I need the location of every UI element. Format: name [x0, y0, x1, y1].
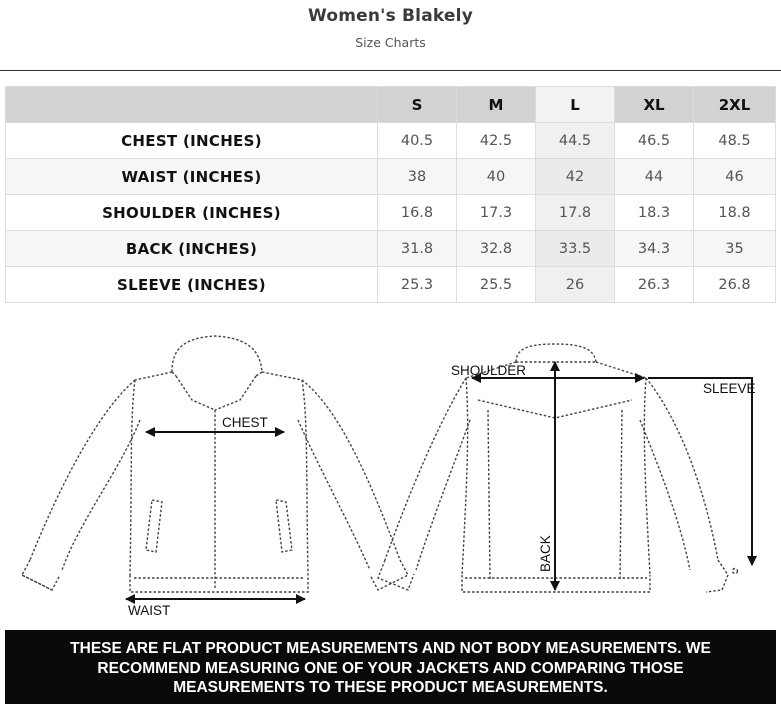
measurement-value: 34.3: [615, 231, 694, 267]
measurement-label: SLEEVE (INCHES): [6, 267, 378, 303]
chest-label: CHEST: [222, 415, 268, 430]
measurement-value: 18.3: [615, 195, 694, 231]
waist-label: WAIST: [128, 603, 171, 618]
measurement-value: 46: [694, 159, 776, 195]
measurement-value: 17.8: [536, 195, 615, 231]
measurement-label: SHOULDER (INCHES): [6, 195, 378, 231]
measurement-diagram: [0, 318, 781, 624]
table-header-row: [6, 87, 776, 123]
table-row: [6, 267, 776, 303]
jacket-back-icon: [378, 344, 738, 592]
notice-line: RECOMMEND MEASURING ONE OF YOUR JACKETS AND COMPARING THOSE: [97, 659, 684, 677]
sleeve-measure-line: [648, 378, 752, 565]
size-header: L: [536, 87, 615, 123]
measurement-value: 31.8: [378, 231, 457, 267]
size-header: XL: [615, 87, 694, 123]
measurement-value: 42.5: [457, 123, 536, 159]
size-chart-table: [5, 86, 776, 303]
size-header: M: [457, 87, 536, 123]
measurement-value: 35: [694, 231, 776, 267]
measurement-value: 25.5: [457, 267, 536, 303]
measurement-value: 18.8: [694, 195, 776, 231]
measurement-value: 26.8: [694, 267, 776, 303]
page-subtitle: Size Charts: [355, 35, 426, 50]
measurement-label: BACK (INCHES): [6, 231, 378, 267]
table-row: [6, 231, 776, 267]
measurement-value: 48.5: [694, 123, 776, 159]
table-row: [6, 123, 776, 159]
measurement-value: 17.3: [457, 195, 536, 231]
header-divider: [0, 70, 781, 71]
jacket-front-icon: [22, 336, 408, 592]
page-title: Women's Blakely: [308, 6, 473, 26]
back-label: BACK: [538, 535, 553, 572]
table-header-blank: [6, 87, 378, 123]
measurement-value: 42: [536, 159, 615, 195]
measurement-value: 46.5: [615, 123, 694, 159]
measurement-value: 40.5: [378, 123, 457, 159]
measurement-value: 40: [457, 159, 536, 195]
measurement-value: 33.5: [536, 231, 615, 267]
notice-line: THESE ARE FLAT PRODUCT MEASUREMENTS AND NOT BODY MEASUREMENTS. WE: [70, 640, 711, 657]
size-header: 2XL: [694, 87, 776, 123]
measurement-value: 26.3: [615, 267, 694, 303]
shoulder-label: SHOULDER: [451, 363, 527, 378]
measurement-value: 26: [536, 267, 615, 303]
measurement-label: CHEST (INCHES): [6, 123, 378, 159]
measurement-value: 25.3: [378, 267, 457, 303]
measurement-value: 16.8: [378, 195, 457, 231]
size-header: S: [378, 87, 457, 123]
measurement-value: 44: [615, 159, 694, 195]
measurement-value: 44.5: [536, 123, 615, 159]
measurement-label: WAIST (INCHES): [6, 159, 378, 195]
measurement-value: 38: [378, 159, 457, 195]
measurement-value: 32.8: [457, 231, 536, 267]
sleeve-label: SLEEVE: [703, 381, 756, 396]
notice-line: MEASUREMENTS TO THESE PRODUCT MEASUREMENTS.: [173, 679, 608, 696]
table-row: [6, 159, 776, 195]
measurement-notice: [5, 630, 776, 704]
table-row: [6, 195, 776, 231]
